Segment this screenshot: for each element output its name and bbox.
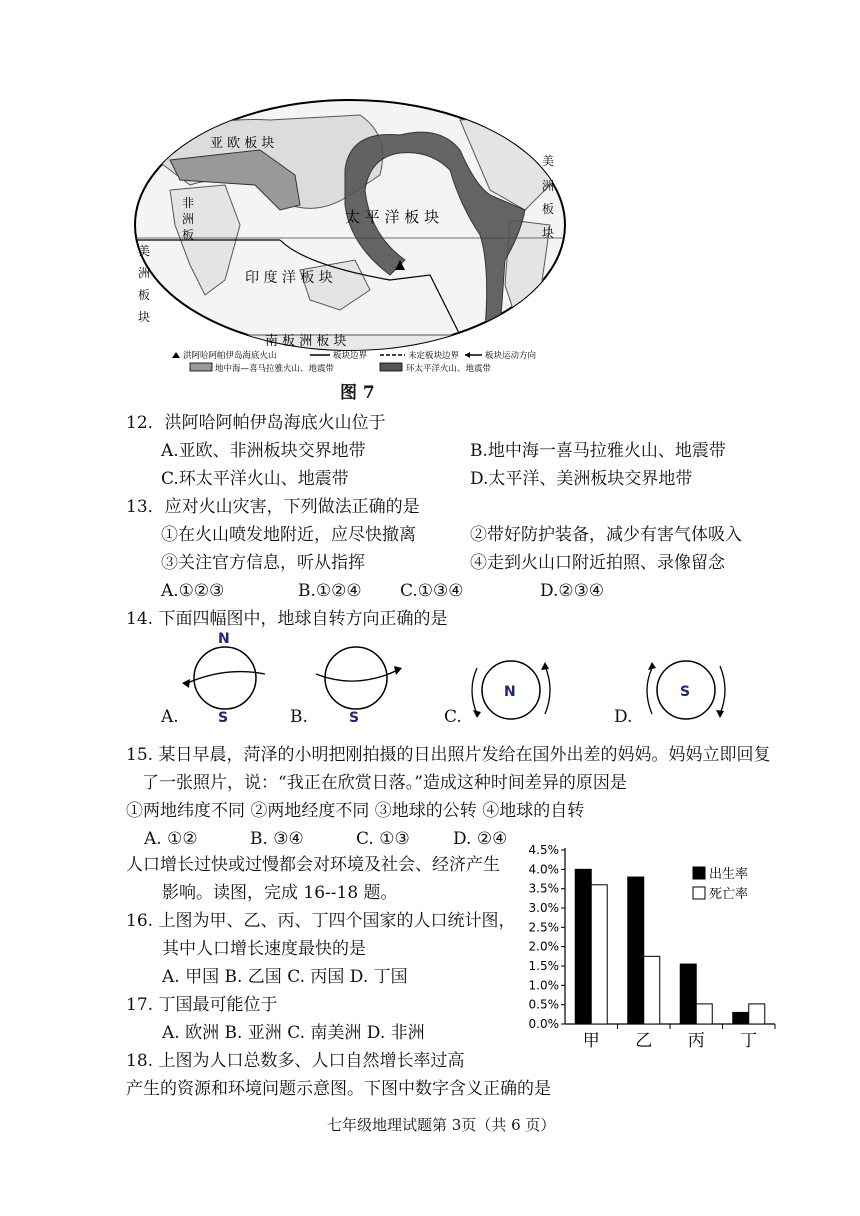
legend-med-icon (190, 363, 212, 371)
bar-death (696, 1004, 712, 1024)
label-africa-vertical-3: 板 (182, 228, 195, 242)
legend-med: 地中海—喜马拉雅火山、地震带 (215, 364, 335, 374)
bar-birth (575, 869, 591, 1024)
figure-caption: 图 7 (340, 383, 375, 403)
label-indian: 印 度 洋 板 块 (245, 270, 333, 286)
rotation-diagram-c (465, 658, 557, 724)
bar-death (644, 956, 660, 1024)
population-chart (515, 838, 785, 1060)
label-africa-vertical: 非 (182, 196, 195, 210)
q13-stem: 13．应对火山灾害，下列做法正确的是 (126, 497, 420, 517)
intro-line-1: 人口增长过快或过慢都会对环境及社会、经济产生 (126, 855, 500, 875)
q14-label-b: B. (290, 707, 308, 727)
label-eurasia: 亚 欧 板 块 (210, 136, 275, 151)
x-tick-label: 丁 (740, 1031, 758, 1051)
q15-option-c: C. ①③ (356, 829, 410, 849)
q12-option-d: D.太平洋、美洲板块交界地带 (470, 469, 693, 489)
y-tick-label: 2.5% (528, 920, 559, 935)
q15-option-a: A. ①② (144, 829, 198, 849)
q13-option-b: B.①②④ (298, 581, 362, 601)
label-americas-l-1: 美 (138, 244, 151, 258)
q14-label-a: A. (161, 707, 179, 727)
label-americas-r-1: 美 (542, 154, 555, 168)
x-tick-label: 甲 (582, 1031, 600, 1051)
q18-line-2: 产生的资源和环境问题示意图。下图中数字含义正确的是 (126, 1079, 551, 1099)
legend-swatch (693, 867, 705, 879)
q12-option-b: B.地中海一喜马拉雅火山、地震带 (470, 441, 726, 461)
q16-line-2: 其中人口增长速度最快的是 (162, 939, 366, 959)
rotation-diagram-b (312, 628, 404, 724)
q14-label-d: D. (614, 707, 633, 727)
rotation-diagram-d (640, 658, 732, 724)
q14-label-c: C. (444, 707, 462, 727)
x-tick-label: 丙 (687, 1031, 705, 1051)
label-americas-l-4: 块 (138, 310, 151, 324)
plate-map (130, 95, 570, 380)
label-africa-vertical-2: 洲 (182, 212, 195, 226)
legend-undetermined: 未定板块边界 (408, 351, 460, 361)
y-tick-label: 3.0% (528, 901, 559, 915)
q15-factors: ①两地纬度不同 ②两地经度不同 ③地球的公转 ④地球的自转 (126, 801, 585, 821)
legend-pacific: 环太平洋火山、地震带 (406, 364, 492, 374)
q13-option-a: A.①②③ (161, 581, 225, 601)
bar-birth (733, 1012, 749, 1024)
q13-option-d: D.②③④ (540, 581, 605, 601)
y-tick-label: 4.5% (528, 843, 559, 857)
q13-item-2: ②带好防护装备，减少有害气体吸入 (470, 525, 742, 545)
q15-option-d: D. ②④ (453, 829, 508, 849)
q17-stem: 17. 丁国最可能位于 (126, 995, 278, 1015)
bar-birth (680, 964, 696, 1024)
page-footer: 七年级地理试题第 3页（共 6 页） (327, 1116, 556, 1134)
diagram-c-north: N (504, 684, 516, 700)
q16-options: A. 甲国 B. 乙国 C. 丙国 D. 丁国 (162, 967, 408, 987)
y-tick-label: 2.0% (528, 939, 559, 954)
rotation-diagram-a (180, 628, 270, 724)
y-tick-label: 0.0% (528, 1017, 559, 1031)
diagram-a-south: S (218, 710, 229, 724)
y-tick-label: 1.0% (528, 978, 559, 993)
legend-label: 死亡率 (709, 887, 749, 902)
q12-option-c: C.环太平洋火山、地震带 (161, 469, 349, 489)
label-antarctic: 南 板 洲 板 块 (265, 334, 347, 349)
label-americas-l-2: 洲 (138, 266, 151, 280)
bar-death (591, 885, 607, 1024)
legend-motion: 板块运动方向 (485, 351, 537, 361)
q15-option-b: B. ③④ (250, 829, 304, 849)
x-tick-label: 乙 (635, 1031, 653, 1051)
q13-item-1: ①在火山喷发地附近，应尽快撤离 (161, 525, 416, 545)
q16-line-1: 16. 上图为甲、乙、丙、丁四个国家的人口统计图， (126, 911, 516, 931)
y-tick-label: 3.5% (528, 881, 559, 896)
intro-line-2: 影响。读图，完成 16--18 题。 (162, 883, 398, 903)
q17-options: A. 欧洲 B. 亚洲 C. 南美洲 D. 非洲 (162, 1023, 425, 1043)
legend-swatch (693, 887, 705, 899)
legend-pacific-icon (380, 363, 402, 371)
diagram-a-north: N (218, 631, 230, 647)
bar-birth (628, 877, 644, 1024)
legend-label: 出生率 (709, 867, 749, 882)
y-tick-label: 4.0% (528, 862, 559, 877)
legend-volcano-icon (172, 352, 180, 358)
q13-item-3: ③关注官方信息，听从指挥 (161, 553, 365, 573)
y-tick-label: 1.5% (528, 959, 559, 973)
y-tick-label: 0.5% (528, 997, 559, 1012)
q13-option-c: C.①③④ (400, 581, 464, 601)
legend-boundary: 板块边界 (333, 351, 368, 361)
bar-death (749, 1004, 765, 1024)
legend-volcano: 洪阿哈阿帕伊岛海底火山 (183, 351, 277, 361)
q15-line-1: 15. 某日早晨，菏泽的小明把刚拍摄的日出照片发给在国外出差的妈妈。妈妈立即回复 (126, 745, 771, 765)
diagram-b-south: S (349, 710, 360, 724)
q18-line-1: 18. 上图为人口总数多、人口自然增长率过高 (126, 1051, 465, 1071)
label-americas-r-4: 块 (542, 226, 555, 240)
q12-stem: 12．洪阿哈阿帕伊岛海底火山位于 (126, 413, 386, 433)
label-americas-l-3: 板 (138, 288, 151, 302)
label-americas-r-3: 板 (542, 202, 555, 216)
q12-option-a: A.亚欧、非洲板块交界地带 (161, 441, 366, 461)
label-pacific: 太 平 洋 板 块 (345, 208, 440, 226)
q13-item-4: ④走到火山口附近拍照、录像留念 (470, 553, 725, 573)
diagram-d-south: S (680, 684, 691, 700)
q15-line-2: 了一张照片，说：“我正在欣赏日落。”造成这种时间差异的原因是 (142, 773, 627, 793)
label-americas-r-2: 洲 (542, 179, 555, 193)
q14-stem: 14. 下面四幅图中，地球自转方向正确的是 (126, 609, 448, 629)
